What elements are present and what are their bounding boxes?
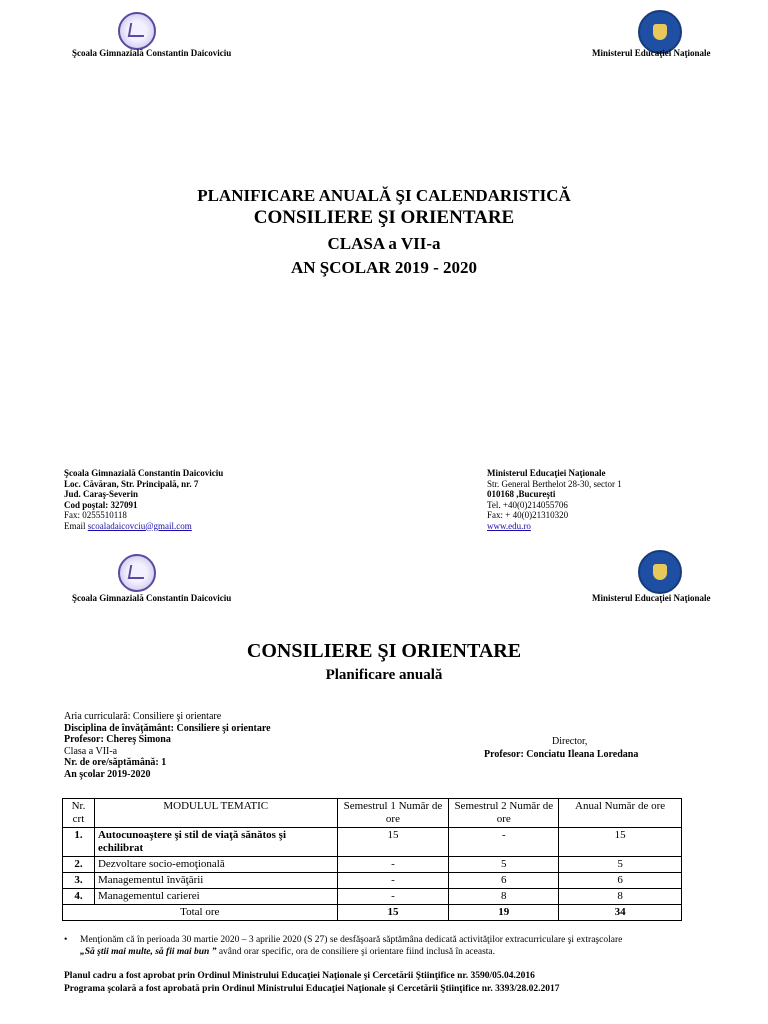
cell-sem1: 15 [337, 828, 449, 857]
cell-nr: 2. [63, 857, 95, 873]
bullet-icon: • [64, 935, 68, 945]
footer-email-label: Email [64, 520, 86, 531]
ministry-logo-2 [638, 550, 682, 594]
header-school-name-2: Şcoala Gimnazială Constantin Daicoviciu [72, 593, 232, 603]
th-nr: Nr. crt [63, 799, 95, 828]
th-sem1: Semestrul 1 Număr de ore [337, 799, 449, 828]
cell-total-sem2: 19 [449, 905, 559, 921]
cell-total-anual: 34 [559, 905, 682, 921]
meta-an: An şcolar 2019-2020 [64, 768, 151, 780]
note-slogan-rest: având orar specific, ora de consiliere şi orientare fiind inclusă în aceasta. [216, 947, 496, 957]
note-slogan: „Să ştii mai multe, să fii mai bun ” [80, 947, 217, 957]
table-row [63, 889, 682, 905]
footer-ministry-address: Str. General Berthelot 28-30, sector 1 [487, 478, 622, 489]
th-modul: MODULUL TEMATIC [94, 799, 337, 828]
th-anual: Anual Număr de ore [559, 799, 682, 828]
cover-title-line3: CLASA a VII-a [327, 234, 441, 253]
cell-modul: Dezvoltare socio-emoţională [94, 857, 337, 873]
footer-ministry-city: 010168 ,Bucureşti [487, 489, 556, 499]
page2-subtitle: Planificare anuală [325, 667, 443, 683]
cell-anual: 15 [559, 828, 682, 857]
header-ministry-name-2: Ministerul Educaţiei Naţionale [592, 593, 711, 603]
header-school-name: Şcoala Gimnazială Constantin Daicoviciu [72, 48, 232, 58]
cell-sem2: - [449, 828, 559, 857]
school-logo-2 [118, 554, 156, 592]
meta-clasa: Clasa a VII-a [64, 745, 118, 757]
cover-title-line1: PLANIFICARE ANUALĂ ŞI CALENDARISTICĂ [197, 186, 571, 205]
cell-modul: Autocunoaştere şi stil de viaţă sănătos şi echilibrat [94, 828, 337, 857]
director-label: Director, [552, 736, 588, 747]
footer-school-county: Jud. Caraş-Severin [64, 489, 138, 499]
modules-table [62, 798, 682, 921]
footer-school-name: Şcoala Gimnazială Constantin Daicoviciu [64, 468, 224, 478]
cell-sem1: - [337, 889, 449, 905]
table-total-row [63, 905, 682, 921]
cell-modul: Managementul învăţării [94, 873, 337, 889]
page2-title: CONSILIERE ŞI ORIENTARE [246, 640, 522, 662]
footer-ministry-fax: Fax: + 40(0)21310320 [487, 510, 569, 520]
note-bullet [64, 934, 734, 958]
cell-nr: 3. [63, 873, 95, 889]
meta-block [64, 711, 271, 781]
school-logo [118, 12, 156, 50]
meta-aria: Aria curriculară: Consiliere şi orientare [64, 711, 222, 722]
footer-ministry-web[interactable]: www.edu.ro [487, 520, 531, 531]
cell-total-label: Total ore [63, 905, 338, 921]
meta-ore: Nr. de ore/săptămână: 1 [64, 757, 167, 769]
cell-anual: 6 [559, 873, 682, 889]
footer-ministry-tel: Tel. +40(0)214055706 [487, 499, 568, 510]
table-row [63, 873, 682, 889]
cover-title-line4: AN ŞCOLAR 2019 - 2020 [290, 258, 478, 277]
footer-school-postal: Cod poştal: 327091 [64, 499, 138, 510]
cell-nr: 1. [63, 828, 95, 857]
note-bullet-text: Menţionăm că în perioada 30 martie 2020 – 3 aprilie 2020 (S 27) se desfăşoară săptămâna dedicată activităţilor extracurriculare şi extraşcolare [80, 935, 623, 945]
meta-disciplina: Disciplina de învăţământ: Consiliere şi orientare [64, 722, 271, 734]
meta-profesor: Profesor: Chereş Simona [64, 734, 171, 746]
cell-total-sem1: 15 [337, 905, 449, 921]
director-name: Profesor: Conciatu Ileana Loredana [484, 749, 639, 760]
th-sem2: Semestrul 2 Număr de ore [449, 799, 559, 828]
cover-title-line2: CONSILIERE ŞI ORIENTARE [253, 207, 515, 228]
cell-nr: 4. [63, 889, 95, 905]
header-ministry-name: Ministerul Educaţiei Naţionale [592, 48, 711, 58]
footer-school-fax: Fax: 0255510118 [64, 510, 127, 520]
cell-anual: 8 [559, 889, 682, 905]
table-row [63, 857, 682, 873]
table-row [63, 828, 682, 857]
cell-sem2: 6 [449, 873, 559, 889]
footer-email-link[interactable]: scoaladaicovciu@gmail.com [87, 520, 192, 531]
note-plan: Planul cadru a fost aprobat prin Ordinul Ministrului Educaţiei Naţionale şi Cercetării Ştiinţifice nr. 3590/05.04.2016 [64, 971, 535, 981]
cell-sem2: 5 [449, 857, 559, 873]
table-header-row [63, 799, 682, 828]
footer-ministry-name: Ministerul Educaţiei Naţionale [487, 468, 606, 478]
cell-modul: Managementul carierei [94, 889, 337, 905]
cell-sem2: 8 [449, 889, 559, 905]
cell-sem1: - [337, 873, 449, 889]
footer-ministry-block [487, 468, 622, 531]
cell-anual: 5 [559, 857, 682, 873]
footer-school-block [64, 468, 223, 531]
footer-school-address: Loc. Căvăran, Str. Principală, nr. 7 [64, 478, 199, 489]
cell-sem1: - [337, 857, 449, 873]
note-programa: Programa şcolară a fost aprobată prin Ordinul Ministrului Educaţiei Naţionale şi Cercetării Ştiinţifice nr. 3393/28.02.2017 [64, 984, 560, 994]
